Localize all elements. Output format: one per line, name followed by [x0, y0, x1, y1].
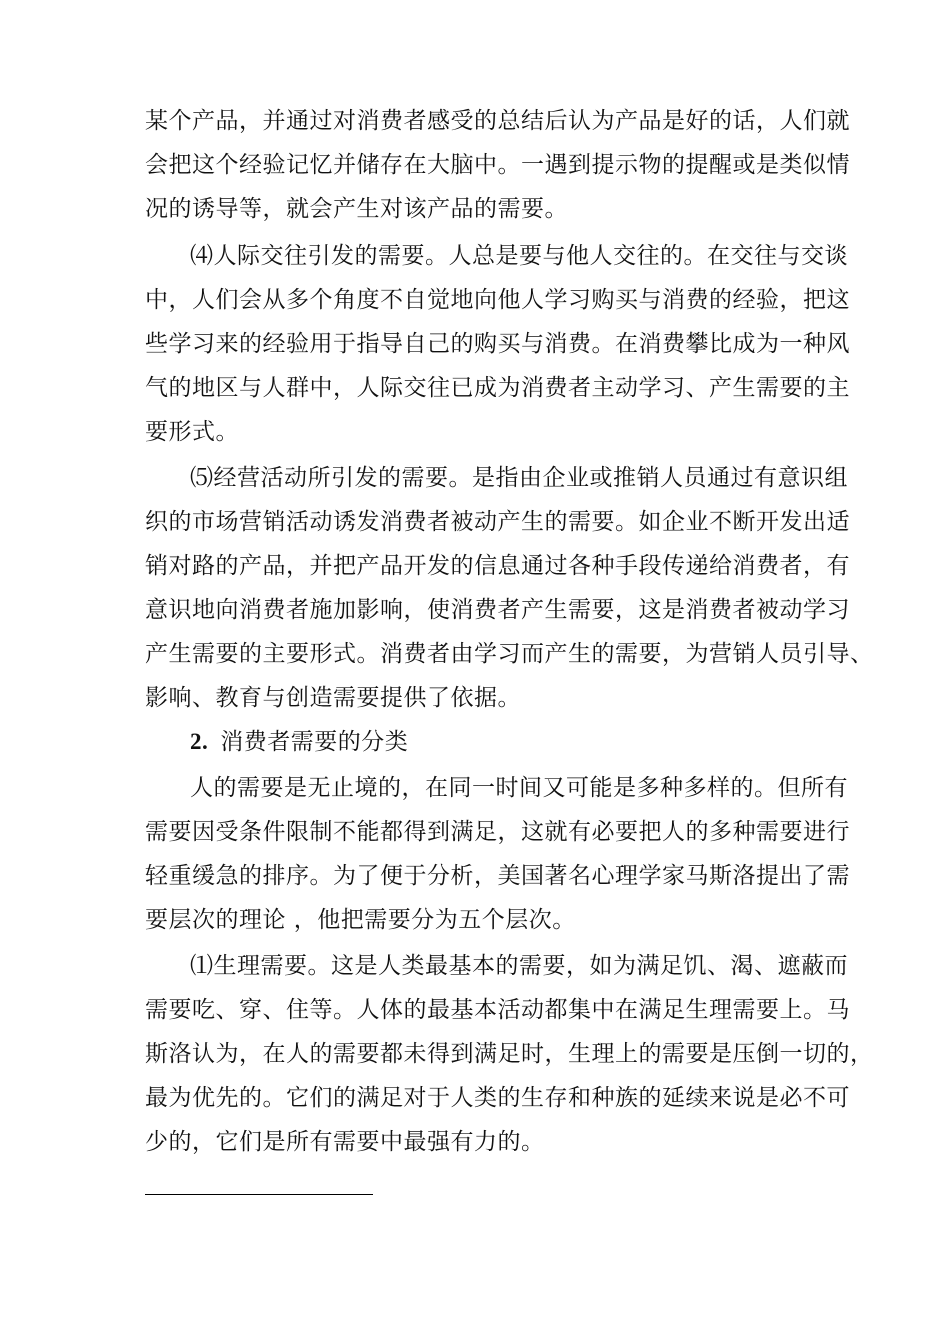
text-line: 要形式。	[145, 419, 239, 445]
text-line: 轻重缓急的排序。为了便于分析，美国著名心理学家马斯洛提出了需	[145, 863, 850, 889]
text-line: 些学习来的经验用于指导自己的购买与消费。在消费攀比成为一种风	[145, 331, 850, 357]
text-line: 某个产品，并通过对消费者感受的总结后认为产品是好的话，人们就	[145, 108, 850, 134]
text-line: 斯洛认为，在人的需要都未得到满足时，生理上的需要是压倒一切的，	[145, 1041, 874, 1067]
section-heading	[190, 724, 809, 760]
text-line: 需要因受条件限制不能都得到满足，这就有必要把人的多种需要进行	[145, 819, 850, 845]
footnote-separator	[145, 1194, 373, 1195]
text-line: 影响、教育与创造需要提供了依据。	[145, 685, 521, 711]
text-line: 产生需要的主要形式。消费者由学习而产生的需要，为营销人员引导、	[145, 641, 874, 667]
text-line: 销对路的产品，并把产品开发的信息通过各种手段传递给消费者，有	[145, 553, 850, 579]
text-line: 气的地区与人群中，人际交往已成为消费者主动学习、产生需要的主	[145, 375, 850, 401]
text-line: 况的诱导等，就会产生对该产品的需要。	[145, 196, 568, 222]
text-line: ⑷人际交往引发的需要。人总是要与他人交往的。在交往与交谈	[190, 243, 848, 269]
text-line: ⑸经营活动所引发的需要。是指由企业或推销人员通过有意识组	[190, 465, 848, 491]
section-number: 2.	[190, 729, 209, 754]
text-line: ⑴生理需要。这是人类最基本的需要，如为满足饥、渴、遮蔽而	[190, 953, 848, 979]
text-line: 最为优先的。它们的满足对于人类的生存和种族的延续来说是必不可	[145, 1085, 850, 1111]
text-line: 要层次的理论 ，他把需要分为五个层次。	[145, 907, 576, 933]
text-line: 中，人们会从多个角度不自觉地向他人学习购买与消费的经验，把这	[145, 287, 850, 313]
text-line: 少的，它们是所有需要中最强有力的。	[145, 1129, 545, 1155]
text-line: 会把这个经验记忆并储存在大脑中。一遇到提示物的提醒或是类似情	[145, 152, 850, 178]
text-line: 需要吃、穿、住等。人体的最基本活动都集中在满足生理需要上。马	[145, 997, 850, 1023]
text-line: 织的市场营销活动诱发消费者被动产生的需要。如企业不断开发出适	[145, 509, 850, 535]
text-line: 意识地向消费者施加影响，使消费者产生需要，这是消费者被动学习	[145, 597, 850, 623]
section-title: 消费者需要的分类	[220, 729, 409, 755]
text-line: 人的需要是无止境的，在同一时间又可能是多种多样的。但所有	[190, 775, 848, 801]
